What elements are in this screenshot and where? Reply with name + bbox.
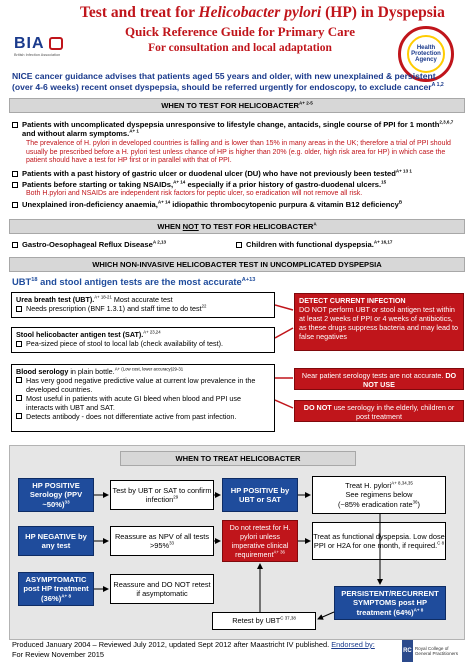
list-item: Patients before starting or taking NSAIDs,$^{A+ 14}$ especially if a prior history of gastro-duodenal ulcers.$^{15}$ xyxy=(12,180,464,189)
treat-functional-box: Treat as functional dyspepsia. Low dose PPI or H2A for one month, if required.$^{C 8}$ xyxy=(312,522,446,560)
reassure-npv-box: Reassure as NPV of all tests >95%$^{33}$ xyxy=(110,526,214,556)
which-test-header: WHICH NON-INVASIVE HELICOBACTER TEST IN UNCOMPLICATED DYSPEPSIA xyxy=(9,257,465,272)
bia-logo xyxy=(14,35,64,63)
when-to-test-list xyxy=(12,120,464,210)
persistent-symptoms-box: PERSISTENT/RECURRENT SYMPTOMS post HP treatment $(64\%)^{A+ 8}$ xyxy=(334,586,446,620)
bia-mark-icon xyxy=(49,37,63,50)
checkbox-icon xyxy=(16,306,22,312)
detect-current-infection-box: DETECT CURRENT INFECTION DO NOT perform UBT or stool antigen test within at least 2 weeks of PPI or 4 weeks of antibiotics, as these drugs suppress bacteria and may lead to false negatives xyxy=(294,293,464,351)
item3-note: Both H.pylori and NSAIDs are independent risk factors for peptic ulcer, so eradication will not remove all risk. xyxy=(26,189,363,197)
blood-serology-box: Blood serology in plain bottle.$^{A+ (Low cost, lower accuracy)29-31}$ Has very good negative predictive value at current low prevalence in the developed countries. Most useful in patients with acute GI bleed when blood and PPI use interacts with UBT and SAT. Detects antibody - does not differentiate active from past infection. xyxy=(11,364,275,432)
checkbox-icon xyxy=(12,202,18,208)
arrow-icon xyxy=(275,370,295,415)
confirm-test-box: Test by UBT or SAT to confirm infection$^{29}$ xyxy=(110,480,214,510)
nice-line-1: NICE cancer guidance advises that patients aged 55 years and older, with new unexplained & persistent xyxy=(12,71,436,81)
reassure-retest-box: Reassure and DO NOT retest if asymptomatic xyxy=(110,574,214,604)
footer: Produced January 2004 – Reviewed July 2012, updated Sept 2012 after Maastricht IV published. Endorsed by: For Review November 2015 xyxy=(12,640,375,659)
rcgp-shield-icon: RC xyxy=(402,640,413,662)
nice-guidance: NICE cancer guidance advises that patients aged 55 years and older, with new unexplained & persistent (over 4-6 weeks) recent onset dyspepsia, should be referred urgently for endoscopy, to exclude cancer$^{A 1,2}$ xyxy=(12,71,462,92)
treat-hpylori-box: Treat H. pylori$^{A+ 8,34,35}$ See regimens below (~85% eradication rate$^{36}$) xyxy=(312,476,446,514)
checkbox-icon xyxy=(16,377,22,383)
page-title: Test and treat for Helicobacter pylori (HP) in Dyspepsia xyxy=(80,4,445,21)
checkbox-icon xyxy=(16,395,22,401)
checkbox-icon xyxy=(16,341,22,347)
when-not-right: Children with functional dyspepsia.$^{A+ 16,17}$ xyxy=(236,240,392,249)
rcgp-logo xyxy=(402,638,462,664)
checkbox-icon xyxy=(236,242,242,248)
hp-positive-ubt-box: HP POSITIVE by UBT or SAT xyxy=(222,478,298,512)
ubt-accuracy-line: UBT$^{18}$ and stool antigen tests are the most accurate$^{A+13}$ xyxy=(12,276,256,287)
checkbox-icon xyxy=(12,242,18,248)
checkbox-icon xyxy=(12,171,18,177)
endorsed-link[interactable]: Endorsed by: xyxy=(331,640,375,649)
page-subtitle-2: For consultation and local adaptation xyxy=(148,42,332,54)
urea-breath-test-box: Urea breath test (UBT).$^{A+ 18-21}$ Most accurate test Needs prescription (BNF 1.3.1) and staff time to do test$^{22}$ xyxy=(11,292,275,318)
bia-logo-text: BIA xyxy=(14,35,45,52)
when-to-test-header: WHEN TO TEST FOR $HELICOBACTER^{A+ 2-5}$ xyxy=(9,98,465,113)
list-item: Unexplained iron-deficiency anaemia,$^{A+ 14}$ idiopathic thrombocytopenic purpura & vitamin B12 deficiency$^B$ xyxy=(12,200,464,209)
when-not-left: Gastro-Oesophageal Reflux Disease$^{A 2,13}$ xyxy=(12,240,166,249)
checkbox-icon xyxy=(16,413,22,419)
item1-note: The prevalence of H. pylori in developed countries is falling and is lower than 15% in many areas in the UK; therefore a trial of PPI should usually be prescribed before a H. pylori test unless chance of HP is higher than 20% (e.g. older, high risk area for HP) in which case the patient should have a test for HP first or in parallel with that of PPI. xyxy=(26,139,451,165)
arrow-icon xyxy=(275,300,295,345)
when-to-treat-header: WHEN TO TREAT HELICOBACTER xyxy=(120,451,356,466)
when-not-to-test-header: WHEN NOT TO TEST FOR $HELICOBACTER^A$ xyxy=(9,219,465,234)
list-item: Patients with uncomplicated dyspepsia unresponsive to lifestyle change, antacids, single course of PPI for 1 month$^{2,3,6,7}$ and without alarm symptoms.$^{A+ 1}$ xyxy=(12,120,464,139)
rcgp-logo-text: Royal College of General Practitioners xyxy=(414,645,459,656)
stool-antigen-test-box: Stool helicobacter antigen test (SAT).$^{A+ 23,24}$ Pea-sized piece of stool to local lab (check availability of test). xyxy=(11,327,275,353)
asymptomatic-box: ASYMPTOMATIC post HP treatment $(36\%)^{A+ 8}$ xyxy=(18,572,94,606)
hp-negative-box: HP NEGATIVE by any test xyxy=(18,526,94,556)
near-patient-box: Near patient serology tests are not accurate. DO NOT USE xyxy=(294,368,464,390)
hp-positive-serology-box: HP POSITIVE Serology (PPV ~50%)$^{33}$ xyxy=(18,478,94,512)
do-not-retest-box: Do not retest for H. pylori unless imperative clinical requirement$^{A+ 36}$ xyxy=(222,520,298,562)
page-subtitle: Quick Reference Guide for Primary Care xyxy=(125,24,355,39)
checkbox-icon xyxy=(12,122,18,128)
list-item: Patients with a past history of gastric ulcer or duodenal ulcer (DU) who have not previously been tested$^{A+ 13 1}$ xyxy=(12,169,464,178)
elderly-serology-box: DO NOT use serology in the elderly, children or post treatment xyxy=(294,400,464,422)
hpa-logo-text: Health Protection Agency xyxy=(407,35,445,73)
retest-ubt-box: Retest by $UBT^{C 37,38}$ xyxy=(212,612,316,630)
nice-line-2: (over 4-6 weeks) recent onset dyspepsia, should be referred urgently for endoscopy, to exclude cancer xyxy=(12,81,432,92)
bia-logo-caption: British Infection Association xyxy=(14,53,61,57)
checkbox-icon xyxy=(12,182,18,188)
